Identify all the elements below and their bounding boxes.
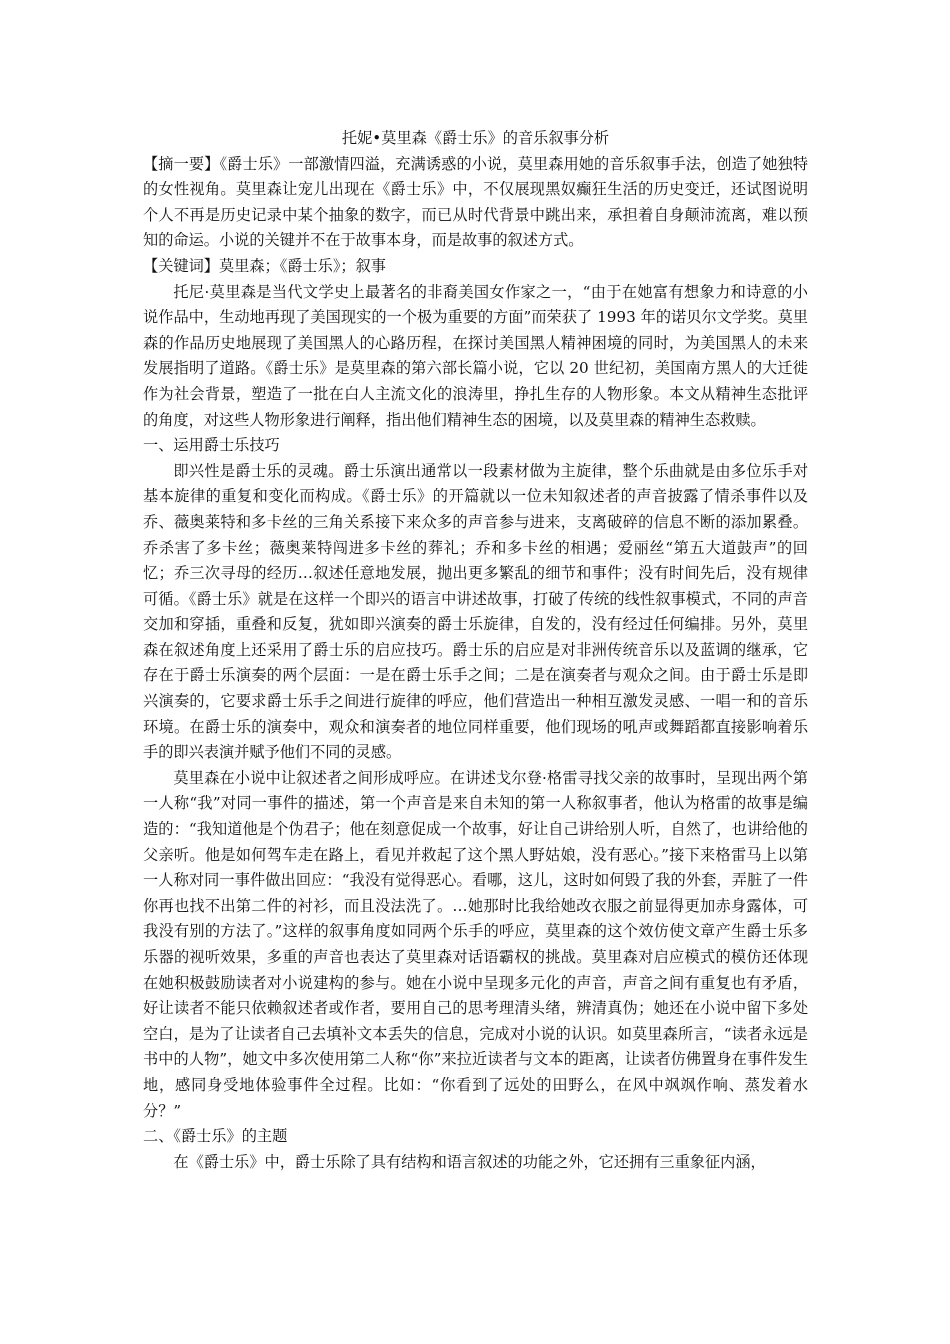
intro-paragraph: 托尼·莫里森是当代文学史上最著名的非裔美国女作家之一，“由于在她富有想象力和诗意的小说作品中，生动地再现了美国现实的一个极为重要的方面”而荣获了 1993 年的诺贝尔文学奖。莫里森的作品历史地展现了美国黑人的心路历程，在探讨美国黑人精神困境的同时，为美国黑人的未来发展指明了道路。《爵士乐》是莫里森的第六部长篇小说，它以 20 世纪初，美国南方黑人的大迁徙作为社会背景，塑造了一批在白人主流文化的浪涛里，挣扎生存的人物形象。本文从精神生态批评的角度，对这些人物形象进行阐释，指出他们精神生态的困境，以及莫里森的精神生态救赎。 xyxy=(143,282,808,429)
section-heading-1: 一、运用爵士乐技巧 xyxy=(143,436,280,455)
section1-paragraph-2: 莫里森在小说中让叙述者之间形成呼应。在讲述戈尔登·格雷寻找父亲的故事时，呈现出两个第一人称“我”对同一事件的描述，第一个声音是来自未知的第一人称叙事者，他认为格雷的故事是编造的：“我知道他是个伪君子；他在刻意促成一个故事，好让自己讲给别人听，自然了，也讲给他的父亲听。他是如何驾车走在路上，看见并救起了这个黑人野姑娘，没有恶心。”接下来格雷马上以第一人称对同一事件做出回应：“我没有觉得恶心。看哪，这儿，这时如何毁了我的外套，弄脏了一件你再也找不出第二件的衬衫，而且没法洗了。…她那时比我给她改衣服之前显得更加赤身露体，可我没有别的方法了。”这样的叙事角度如同两个乐手的呼应，莫里森的这个效仿使文章产生爵士乐多乐器的视听效果，多重的声音也表达了莫里森对话语霸权的挑战。莫里森对启应模式的模仿还体现在她积极鼓励读者对小说建构的参与。她在小说中呈现多元化的声音，声音之间有重复也有矛盾，好让读者不能只依赖叙述者或作者，要用自己的思考理清头绪，辨清真伪；她还在小说中留下多处空白，是为了让读者自己去填补文本丢失的信息，完成对小说的认识。如莫里森所言，“读者永远是书中的人物”，她文中多次使用第二人称“你”来拉近读者与文本的距离，让读者仿佛置身在事件发生地，感同身受地体验事件全过程。比如：“你看到了远处的田野么，在风中飒飒作响、蒸发着水分？” xyxy=(143,768,808,1120)
abstract-paragraph: 【摘一要】《爵士乐》一部激情四溢，充满诱惑的小说，莫里森用她的音乐叙事手法，创造了她独特的女性视角。莫里森让宠儿出现在《爵士乐》中，不仅展现黑奴癫狂生活的历史变迁，还试图说明个人不再是历史记录中某个抽象的数字，而已从时代背景中跳出来，承担着自身颠沛流离，难以预知的命运。小说的关键并不在于故事本身，而是故事的叙述方式。 xyxy=(143,154,808,250)
document-title: 托妮•莫里森《爵士乐》的音乐叙事分析 xyxy=(341,129,610,147)
document-page xyxy=(143,126,808,1175)
keywords-line: 【关键词】莫里森；《爵士乐》；叙事 xyxy=(143,256,386,275)
section2-paragraph-1: 在《爵士乐》中，爵士乐除了具有结构和语言叙述的功能之外，它还拥有三重象征内涵， xyxy=(173,1152,766,1171)
section-heading-2: 二、《爵士乐》的主题 xyxy=(143,1127,288,1146)
section1-paragraph-1: 即兴性是爵士乐的灵魂。爵士乐演出通常以一段素材做为主旋律，整个乐曲就是由多位乐手对基本旋律的重复和变化而构成。《爵士乐》的开篇就以一位未知叙述者的声音披露了情杀事件以及乔、薇奥莱特和多卡丝的三角关系接下来众多的声音参与进来，支离破碎的信息不断的添加累叠。乔杀害了多卡丝；薇奥莱特闯进多卡丝的葬礼；乔和多卡丝的相遇；爱丽丝“第五大道鼓声”的回忆；乔三次寻母的经历…叙述任意地发展，抛出更多繁乱的细节和事件；没有时间先后，没有规律可循。《爵士乐》就是在这样一个即兴的语言中讲述故事，打破了传统的线性叙事模式，不同的声音交加和穿插，重叠和反复，犹如即兴演奏的爵士乐旋律，自发的，没有经过任何编排。另外，莫里森在叙述角度上还采用了爵士乐的启应技巧。爵士乐的启应是对非洲传统音乐以及蓝调的继承，它存在于爵士乐演奏的两个层面：一是在爵士乐手之间；二是在演奏者与观众之间。由于爵士乐是即兴演奏的，它要求爵士乐手之间进行旋律的呼应，他们营造出一种相互激发灵感、一唱一和的音乐环境。在爵士乐的演奏中，观众和演奏者的地位同样重要，他们现场的吼声或舞蹈都直接影响着乐手的即兴表演并赋予他们不同的灵感。 xyxy=(143,461,808,762)
